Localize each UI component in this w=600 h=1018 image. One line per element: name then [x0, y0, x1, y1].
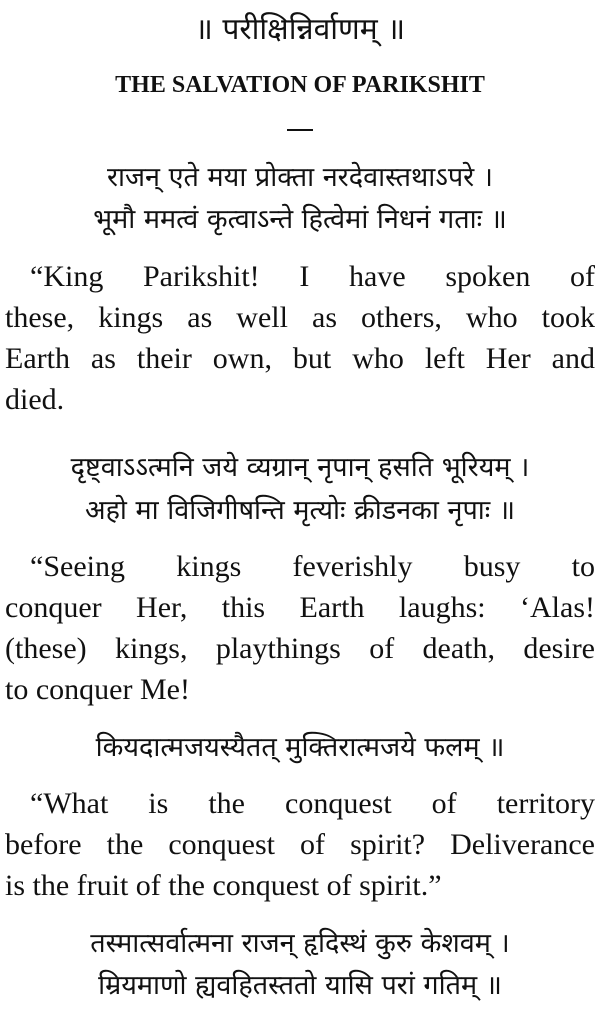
verse-3-translation-line-1: “What is the conquest of territory: [30, 787, 595, 820]
verse-2-sanskrit-line-1: दृष्ट्वाऽऽत्मनि जये व्यग्रान् नृपान् हसति भूरियम् ।: [70, 452, 530, 483]
sanskrit-chapter-title: ॥ परीक्षिन्निर्वाणम् ॥: [194, 12, 406, 47]
verse-1-sanskrit-line-2: भूमौ ममत्वं कृत्वाऽन्ते हित्वेमां निधनं गताः ॥: [93, 204, 507, 235]
verse-2-translation-line-4: to conquer Me!: [5, 673, 190, 706]
verse-1-translation-line-4: died.: [5, 383, 65, 416]
verse-2-translation-line-1: “Seeing kings feverishly busy to: [30, 550, 595, 583]
verse-3-translation: [5, 783, 595, 906]
verse-2-translation-line-3: (these) kings, playthings of death, desire: [5, 632, 595, 665]
verse-4-sanskrit-line-2: म्रियमाणो ह्यवहितस्ततो यासि परां गतिम् ॥: [98, 970, 502, 1001]
verse-2-translation: [5, 546, 595, 710]
verse-1-translation-line-3: Earth as their own, but who left Her and: [5, 342, 595, 375]
verse-3-sanskrit-line-1: कियदात्मजयस्यैतत् मुक्तिरात्मजये फलम् ॥: [95, 732, 505, 763]
verse-1-translation-line-2: these, kings as well as others, who took: [5, 301, 595, 334]
verse-3-translation-line-2: before the conquest of spirit? Deliverance: [5, 828, 595, 861]
english-chapter-title: THE SALVATION OF PARIKSHIT: [115, 72, 485, 98]
title-separator: [287, 129, 313, 131]
verse-1-sanskrit-line-1: राजन् एते मया प्रोक्ता नरदेवास्तथाऽपरे ।: [106, 162, 494, 193]
verse-4-sanskrit-line-1: तस्मात्सर्वात्मना राजन् हृदिस्थं कुरु केशवम् ।: [90, 928, 510, 959]
verse-2-sanskrit-line-2: अहो मा विजिगीषन्ति मृत्योः क्रीडनका नृपाः ॥: [84, 495, 516, 526]
verse-3-translation-line-3: is the fruit of the conquest of spirit.”: [5, 869, 442, 902]
verse-2-translation-line-2: conquer Her, this Earth laughs: ‘Alas!: [5, 591, 595, 624]
verse-1-translation-line-1: “King Parikshit! I have spoken of: [30, 260, 595, 293]
verse-1-translation: [5, 256, 595, 420]
